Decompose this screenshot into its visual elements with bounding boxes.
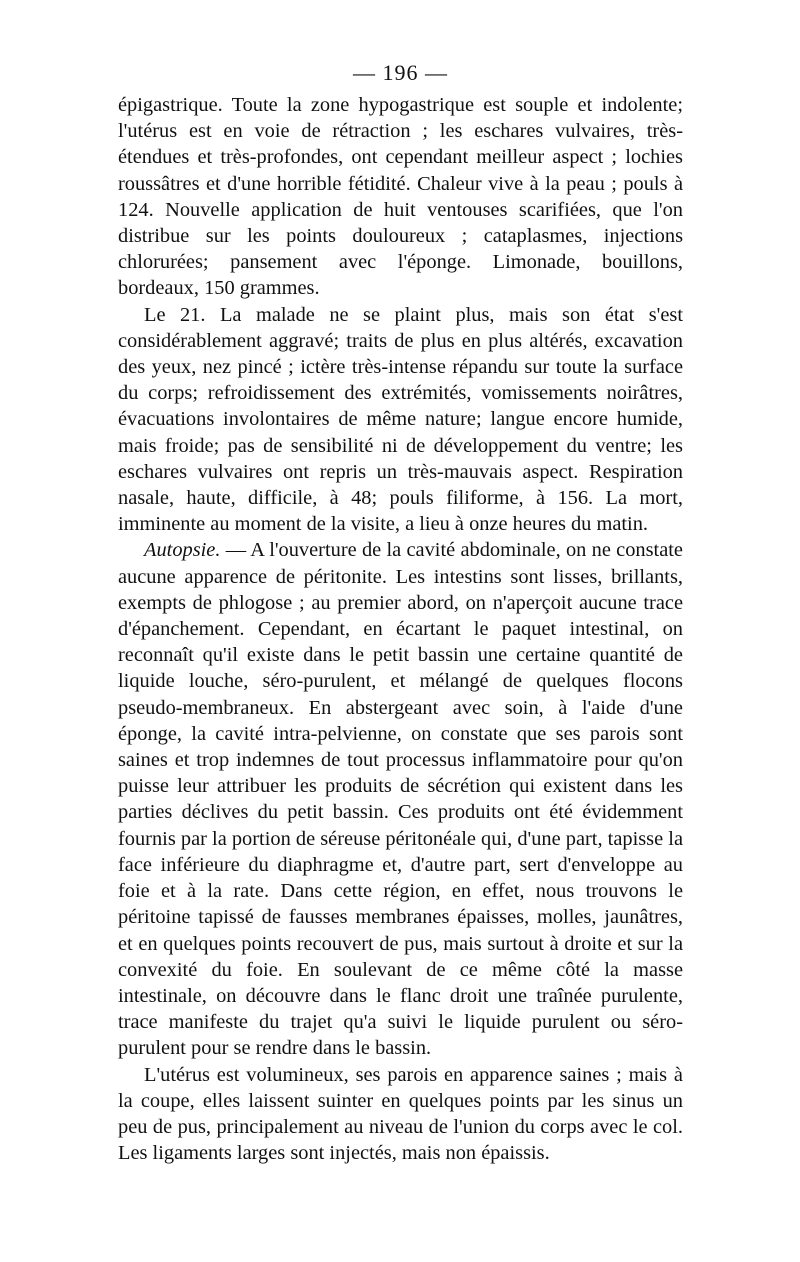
paragraph-3-lead: Autopsie. <box>144 539 221 562</box>
paragraph-4 <box>118 1062 683 1167</box>
book-page <box>118 58 683 1166</box>
page-number: — 196 — <box>353 60 448 85</box>
paragraph-4-text: L'utérus est volumineux, ses parois en apparence saines ; mais à la coupe, elles laissent suinter en quelques points par les sinus un peu de pus, principalement au niveau de l'union du corps avec le col. Les ligaments larges sont injectés, mais non épaissis. <box>118 1063 683 1165</box>
paragraph-1-text: épigastrique. Toute la zone hypogastrique est souple et indolente; l'utérus est en voie de rétraction ; les eschares vulvaires, très-étendues et très-profondes, ont cependant meilleur aspect ; lochies roussâtres et d'une horrible fétidité. Chaleur vive à la peau ; pouls à 124. Nouvelle application de huit ventouses scarifiées, que l'on distribue sur les points douloureux ; cataplasmes, injections chlorurées; pansement avec l'éponge. Limonade, bouillons, bordeaux, 150 grammes. <box>118 94 683 300</box>
paragraph-2 <box>118 302 683 538</box>
paragraph-2-text: Le 21. La malade ne se plaint plus, mais son état s'est considérablement aggravé; traits de plus en plus altérés, excavation des yeux, nez pincé ; ictère très-intense répandu sur toute la surface du corps; refroidissement des extrémités, vomissements noirâtres, évacuations involontaires de même nature; langue encore humide, mais froide; pas de sensibilité ni de développement du ventre; les eschares vulvaires ont repris un très-mauvais aspect. Respiration nasale, haute, difficile, à 48; pouls filiforme, à 156. La mort, imminente au moment de la visite, a lieu à onze heures du matin. <box>118 303 683 536</box>
paragraph-1 <box>118 92 683 302</box>
paragraph-3 <box>118 537 683 1061</box>
paragraph-3-text: — A l'ouverture de la cavité abdominale, on ne constate aucune apparence de péritonite. Les intestins sont lisses, brillants, exempts de phlogose ; au premier abord, on n'aperçoit aucune trace d'épanchement. Cependant, en écartant le paquet intestinal, on reconnaît qu'il existe dans le petit bassin une certaine quantité de liquide louche, séro-purulent, et mélangé de quelques flocons pseudo-membraneux. En abstergeant avec soin, à l'aide d'une éponge, la cavité intra-pelvienne, on constate que ses parois sont saines et trop indemnes de tout processus inflammatoire pour qu'on puisse leur attribuer les produits de sécrétion qui existent dans les parties déclives du petit bassin. Ces produits ont été évidemment fournis par la portion de séreuse péritonéale qui, d'une part, tapisse la face inférieure du diaphragme et, d'autre part, sert d'enveloppe au foie et à la rate. Dans cette région, en effet, nous trouvons le péritoine tapissé de fausses membranes épaisses, molles, jaunâtres, et en quelques points recouvert de pus, mais surtout à droite et sur la convexité du foie. En soulevant de ce même côté la masse intestinale, on découvre dans le flanc droit une traînée purulente, trace manifeste du trajet qu'a suivi le liquide purulent ou séro-purulent pour se rendre dans le bassin. <box>118 539 683 1060</box>
